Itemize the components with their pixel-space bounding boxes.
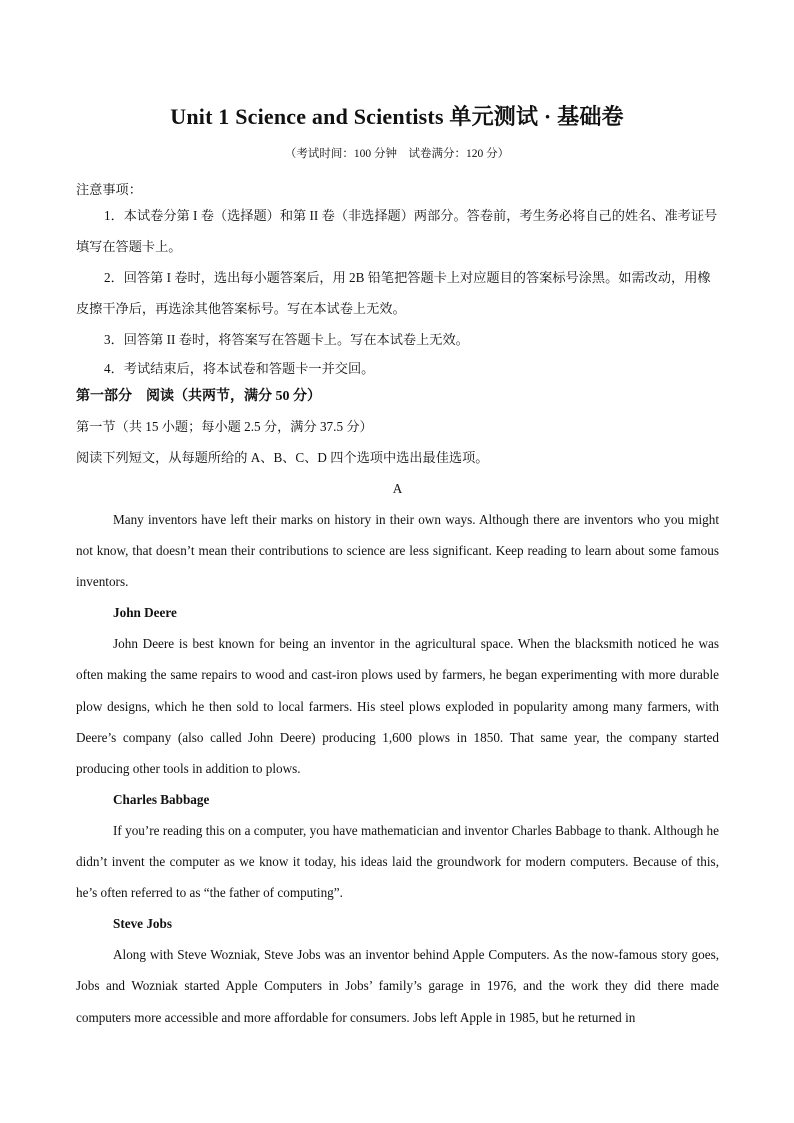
inventor-paragraph: John Deere is best known for being an inventor in the agricultural space. When the blacksmith noticed he was often making the same repairs to wood and cast-iron plows used by farmers, he began experimenting with more durable plow designs, which he then sold to local farmers. His steel plows exploded in popularity among many farmers, with Deere’s company (also called John Deere) producing 1,600 plows in 1850. That same year, the company started producing other tools in addition to plows. bbox=[76, 636, 719, 776]
exam-info-subtitle: （考试时间：100 分钟 试卷满分：120 分） bbox=[284, 148, 510, 160]
page-title: Unit 1 Science and Scientists 单元测试 · 基础卷 bbox=[170, 104, 624, 129]
notice-heading: 注意事项： bbox=[76, 182, 142, 197]
passage-intro: Many inventors have left their marks on history in their own ways. Although there are inventors who you might not know, that doesn’t mean their contributions to science are less significant. Keep reading to learn about some famous inventors. bbox=[76, 512, 719, 590]
passage-label: A bbox=[392, 481, 403, 496]
part-one-heading: 第一部分 阅读（共两节，满分 50 分） bbox=[76, 389, 321, 404]
inventor-paragraph: Along with Steve Wozniak, Steve Jobs was an inventor behind Apple Computers. As the now-famous story goes, Jobs and Wozniak started Apple Computers in Jobs’ family’s garage in 1976, and the work they did there made computers more accessible and more affordable for consumers. Jobs left Apple in 1985, but he returned in bbox=[76, 947, 719, 1025]
inventor-name: Steve Jobs bbox=[113, 916, 172, 932]
notice-item: 3．回答第 II 卷时，将答案写在答题卡上。写在本试卷上无效。 bbox=[104, 332, 469, 347]
reading-instruction: 阅读下列短文，从每题所给的 A、B、C、D 四个选项中选出最佳选项。 bbox=[76, 450, 489, 465]
notice-item: 4．考试结束后，将本试卷和答题卡一并交回。 bbox=[104, 361, 375, 376]
inventor-name: Charles Babbage bbox=[113, 791, 210, 807]
notice-item: 1．本试卷分第 I 卷（选择题）和第 II 卷（非选择题）两部分。答卷前，考生务必将自己的姓名、准考证号填写在答题卡上。 bbox=[76, 208, 718, 254]
section-one-heading: 第一节（共 15 小题；每小题 2.5 分，满分 37.5 分） bbox=[76, 419, 373, 434]
inventor-paragraph: If you’re reading this on a computer, you have mathematician and inventor Charles Babbage to thank. Although he didn’t invent the computer as we know it today, his ideas laid the groundwork for modern computers. Because of this, he’s often referred to as “the father of computing”. bbox=[76, 822, 719, 901]
exam-content bbox=[76, 174, 719, 1033]
notice-item: 2．回答第 I 卷时，选出每小题答案后，用 2B 铅笔把答题卡上对应题目的答案标号涂黑。如需改动，用橡皮擦干净后，再选涂其他答案标号。写在本试卷上无效。 bbox=[76, 270, 711, 316]
inventor-name: John Deere bbox=[113, 605, 177, 621]
